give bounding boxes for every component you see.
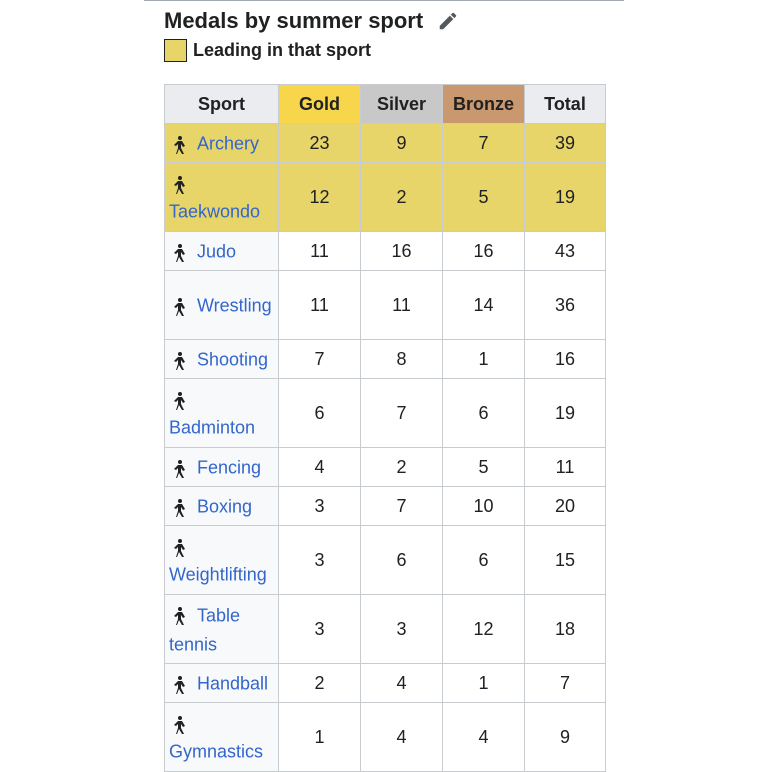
sport-link[interactable]: Handball <box>197 673 269 694</box>
silver-cell: 6 <box>361 526 443 595</box>
bronze-cell: 7 <box>443 124 525 163</box>
header-silver[interactable]: Silver <box>361 85 443 124</box>
fencing-icon <box>169 457 191 479</box>
pencil-icon[interactable] <box>437 10 459 32</box>
bronze-cell: 4 <box>443 703 525 772</box>
legend-swatch <box>164 39 187 62</box>
gold-cell: 3 <box>279 487 361 526</box>
bronze-cell: 14 <box>443 271 525 340</box>
gold-cell: 3 <box>279 526 361 595</box>
bronze-cell: 16 <box>443 232 525 271</box>
legend <box>164 39 371 62</box>
table-row <box>165 232 606 271</box>
table-row <box>165 703 606 772</box>
total-cell: 19 <box>525 379 606 448</box>
sport-cell <box>165 271 279 340</box>
sport-link[interactable]: Shooting <box>197 349 269 370</box>
table-row <box>165 163 606 232</box>
legend-label: Leading in that sport <box>193 40 371 60</box>
gold-cell: 7 <box>279 340 361 379</box>
table-row <box>165 379 606 448</box>
medals-table <box>164 84 606 772</box>
bronze-cell: 5 <box>443 448 525 487</box>
gymnastics-icon <box>169 713 191 735</box>
archery-icon <box>169 133 191 155</box>
shooting-icon <box>169 349 191 371</box>
section-heading <box>164 8 459 34</box>
weightlifting-icon <box>169 536 191 558</box>
wrestling-icon <box>169 295 191 317</box>
judo-icon <box>169 241 191 263</box>
sport-cell <box>165 232 279 271</box>
taekwondo-icon <box>169 173 191 195</box>
table-row <box>165 526 606 595</box>
sport-link[interactable]: Wrestling <box>197 295 272 316</box>
silver-cell: 9 <box>361 124 443 163</box>
table-tennis-icon <box>169 604 191 626</box>
bronze-cell: 12 <box>443 595 525 664</box>
sport-link[interactable]: Archery <box>197 133 260 154</box>
total-cell: 43 <box>525 232 606 271</box>
section-title: Medals by summer sport <box>164 8 424 33</box>
gold-cell: 11 <box>279 232 361 271</box>
section-divider <box>144 0 624 1</box>
gold-cell: 6 <box>279 379 361 448</box>
header-bronze[interactable]: Bronze <box>443 85 525 124</box>
total-cell: 39 <box>525 124 606 163</box>
sport-link[interactable]: Badminton <box>169 417 256 438</box>
sport-cell <box>165 124 279 163</box>
bronze-cell: 6 <box>443 526 525 595</box>
silver-cell: 4 <box>361 664 443 703</box>
bronze-cell: 1 <box>443 664 525 703</box>
handball-icon <box>169 673 191 695</box>
sport-link[interactable]: Taekwondo <box>169 201 261 222</box>
table-row <box>165 448 606 487</box>
sport-cell <box>165 526 279 595</box>
sport-link[interactable]: Table tennis <box>169 605 241 655</box>
silver-cell: 2 <box>361 163 443 232</box>
total-cell: 18 <box>525 595 606 664</box>
gold-cell: 4 <box>279 448 361 487</box>
sport-link[interactable]: Judo <box>197 241 237 262</box>
table-row <box>165 340 606 379</box>
sport-cell <box>165 448 279 487</box>
gold-cell: 23 <box>279 124 361 163</box>
sport-cell <box>165 163 279 232</box>
silver-cell: 8 <box>361 340 443 379</box>
sport-link[interactable]: Gymnastics <box>169 741 264 762</box>
total-cell: 36 <box>525 271 606 340</box>
sport-cell <box>165 664 279 703</box>
table-row <box>165 595 606 664</box>
total-cell: 7 <box>525 664 606 703</box>
bronze-cell: 10 <box>443 487 525 526</box>
gold-cell: 12 <box>279 163 361 232</box>
header-gold[interactable]: Gold <box>279 85 361 124</box>
sport-cell <box>165 487 279 526</box>
gold-cell: 11 <box>279 271 361 340</box>
table-row <box>165 124 606 163</box>
sport-link[interactable]: Fencing <box>197 457 262 478</box>
gold-cell: 3 <box>279 595 361 664</box>
table-header-row <box>165 85 606 124</box>
total-cell: 19 <box>525 163 606 232</box>
total-cell: 16 <box>525 340 606 379</box>
boxing-icon <box>169 496 191 518</box>
header-sport[interactable]: Sport <box>165 85 279 124</box>
sport-link[interactable]: Boxing <box>197 496 253 517</box>
silver-cell: 2 <box>361 448 443 487</box>
silver-cell: 4 <box>361 703 443 772</box>
silver-cell: 11 <box>361 271 443 340</box>
header-total[interactable]: Total <box>525 85 606 124</box>
sport-cell <box>165 379 279 448</box>
silver-cell: 7 <box>361 379 443 448</box>
silver-cell: 3 <box>361 595 443 664</box>
badminton-icon <box>169 389 191 411</box>
sport-cell <box>165 595 279 664</box>
sport-link[interactable]: Weightlifting <box>169 564 267 585</box>
total-cell: 20 <box>525 487 606 526</box>
table-row <box>165 271 606 340</box>
total-cell: 9 <box>525 703 606 772</box>
total-cell: 11 <box>525 448 606 487</box>
gold-cell: 1 <box>279 703 361 772</box>
gold-cell: 2 <box>279 664 361 703</box>
silver-cell: 16 <box>361 232 443 271</box>
table-row <box>165 487 606 526</box>
sport-cell <box>165 340 279 379</box>
bronze-cell: 1 <box>443 340 525 379</box>
bronze-cell: 6 <box>443 379 525 448</box>
silver-cell: 7 <box>361 487 443 526</box>
bronze-cell: 5 <box>443 163 525 232</box>
total-cell: 15 <box>525 526 606 595</box>
table-row <box>165 664 606 703</box>
sport-cell <box>165 703 279 772</box>
